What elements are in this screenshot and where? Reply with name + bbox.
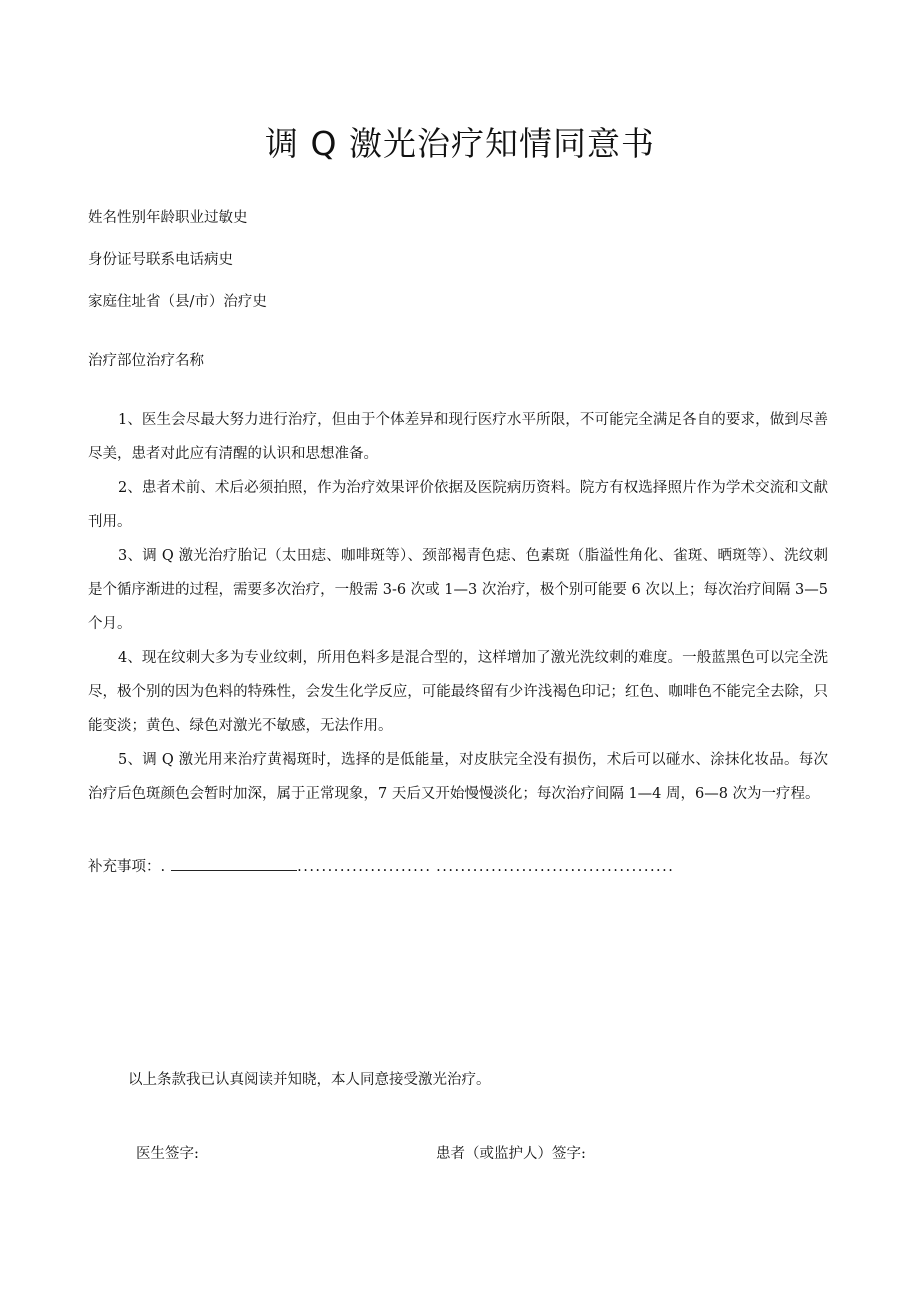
doctor-signature-label: 医生签字: — [136, 1146, 199, 1162]
consent-terms — [88, 403, 828, 811]
patient-signature-label: 患者（或监护人）签字: — [436, 1146, 586, 1162]
supplement-line — [88, 855, 674, 876]
consent-paragraph-3: 3、调 Q 激光治疗胎记（太田痣、咖啡斑等）、颈部褐青色痣、色素斑（脂溢性角化、雀斑、晒斑等）、洗纹刺是个循序渐进的过程，需要多次治疗，一般需 3-6 次或 1—3 次治疗，极个别可能要 6 次以上；每次治疗间隔 3—5 个月。 — [88, 548, 828, 632]
patient-info-line-1: 姓名性别年龄职业过敏史 — [88, 210, 248, 226]
supplement-lead: . — [160, 859, 166, 875]
patient-info-line-3: 家庭住址省（县/市）治疗史 — [88, 294, 267, 310]
agreement-statement: 以上条款我已认真阅读并知晓，本人同意接受激光治疗。 — [128, 1072, 491, 1088]
consent-paragraph-4: 4、现在纹刺大多为专业纹刺，所用色料多是混合型的，这样增加了激光洗纹刺的难度。一般蓝黑色可以完全洗尽，极个别的因为色料的特殊性，会发生化学反应，可能最终留有少许浅褐色印记；红色、咖啡色不能完全去除，只能变淡；黄色、绿色对激光不敏感，无法作用。 — [88, 650, 828, 734]
consent-paragraph-1: 1、医生会尽最大努力进行治疗，但由于个体差异和现行医疗水平所限，不可能完全满足各自的要求，做到尽善尽美，患者对此应有清醒的认识和思想准备。 — [88, 412, 828, 462]
supplement-dots-2: ....................................... — [436, 859, 675, 875]
supplement-underline — [171, 858, 297, 871]
supplement-dots-1: ...................... — [297, 859, 432, 875]
patient-info-line-2: 身份证号联系电话病史 — [88, 252, 233, 268]
treatment-info-line: 治疗部位治疗名称 — [88, 353, 204, 369]
supplement-label: 补充事项： — [88, 859, 161, 875]
consent-paragraph-5: 5、调 Q 激光用来治疗黄褐斑时，选择的是低能量，对皮肤完全没有损伤，术后可以碰水、涂抹化妆品。每次治疗后色斑颜色会暂时加深，属于正常现象，7 天后又开始慢慢淡化；每次治疗间隔 1—4 周，6—8 次为一疗程。 — [88, 752, 828, 802]
consent-paragraph-2: 2、患者术前、术后必须拍照，作为治疗效果评价依据及医院病历资料。院方有权选择照片作为学术交流和文献刊用。 — [88, 480, 828, 530]
document-title: 调 Q 激光治疗知情同意书 — [265, 124, 655, 163]
